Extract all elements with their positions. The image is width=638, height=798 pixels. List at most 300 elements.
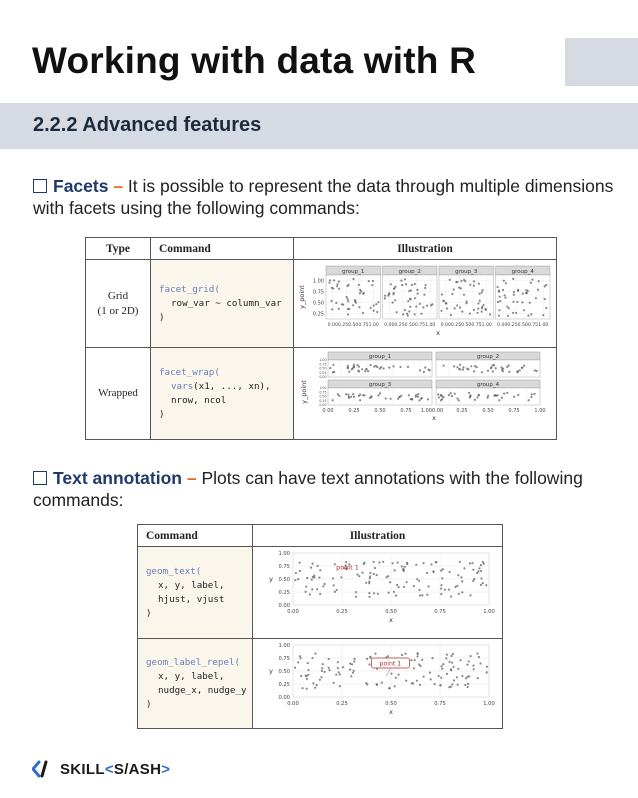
data-point	[442, 568, 444, 570]
data-point	[495, 395, 497, 397]
data-point	[366, 683, 368, 685]
data-point	[493, 395, 495, 397]
data-point	[450, 595, 452, 597]
data-point	[411, 284, 413, 286]
data-point	[329, 669, 331, 671]
data-point	[388, 367, 390, 369]
code-vars: vars	[171, 380, 194, 392]
data-point	[472, 580, 474, 582]
data-point	[373, 305, 375, 307]
data-point	[457, 684, 459, 686]
data-point	[351, 663, 353, 665]
x-axis-label: x	[389, 616, 393, 624]
data-point	[379, 392, 381, 394]
data-point	[352, 304, 354, 306]
data-point	[368, 280, 370, 282]
y-tick-label: 1.00	[319, 358, 327, 363]
data-point	[329, 367, 331, 369]
x-tick-label: 0.00	[287, 609, 299, 615]
code-args: (x1, ..., xn),	[193, 380, 271, 392]
data-point	[338, 395, 340, 397]
data-point	[451, 293, 453, 295]
y-tick-label: 0.00	[319, 375, 327, 380]
data-point	[521, 367, 523, 369]
x-tick-label: 1.000.00	[420, 408, 444, 414]
data-point	[316, 588, 318, 590]
data-point	[363, 563, 365, 565]
data-point	[320, 676, 322, 678]
data-point	[426, 594, 428, 596]
data-point	[348, 308, 350, 310]
data-point	[414, 297, 416, 299]
data-point	[353, 366, 355, 368]
data-point	[525, 289, 527, 291]
data-point	[456, 366, 458, 368]
data-point	[476, 396, 478, 398]
data-point	[335, 674, 337, 676]
data-point	[392, 562, 394, 564]
data-point	[306, 688, 308, 690]
data-point	[445, 657, 447, 659]
data-point	[375, 303, 377, 305]
data-point	[321, 667, 323, 669]
data-point	[300, 675, 302, 677]
data-point	[456, 304, 458, 306]
data-point	[415, 564, 417, 566]
y-tick-label: 0.25	[278, 589, 290, 596]
code-function: geom_text(	[146, 565, 202, 577]
data-point	[427, 585, 429, 587]
data-point	[406, 581, 408, 583]
data-point	[517, 394, 519, 396]
data-point	[502, 289, 504, 291]
data-point	[443, 365, 445, 367]
data-point	[346, 296, 348, 298]
data-point	[442, 663, 444, 665]
data-point	[316, 684, 318, 686]
data-point	[358, 575, 360, 577]
data-point	[299, 655, 301, 657]
data-point	[336, 285, 338, 287]
data-point	[410, 298, 412, 300]
data-point	[378, 561, 380, 563]
data-point	[338, 288, 340, 290]
data-point	[364, 370, 366, 372]
table-header-row	[86, 238, 557, 260]
data-point	[399, 366, 401, 368]
x-tick-label: 0.50	[374, 408, 386, 414]
facet-strip-label: group_2	[398, 269, 421, 275]
data-point	[397, 398, 399, 400]
code-close: )	[146, 698, 152, 710]
data-point	[416, 680, 418, 682]
data-point	[413, 667, 415, 669]
data-point	[487, 395, 489, 397]
data-point	[328, 282, 330, 284]
data-point	[467, 676, 469, 678]
data-point	[441, 668, 443, 670]
data-point	[466, 368, 468, 370]
data-point	[397, 561, 399, 563]
data-point	[472, 665, 474, 667]
data-point	[366, 658, 368, 660]
data-point	[470, 655, 472, 657]
data-point	[467, 686, 469, 688]
data-point	[428, 369, 430, 371]
data-point	[441, 577, 443, 579]
data-point	[367, 370, 369, 372]
data-point	[332, 364, 334, 366]
table-header-row	[138, 525, 503, 547]
data-point	[307, 662, 309, 664]
text-annotation-text: Plots can have text annotations with the following commands:	[33, 468, 583, 510]
facet-grid-chart	[294, 260, 556, 344]
data-point	[361, 368, 363, 370]
facet-strip-label: group_4	[511, 269, 534, 275]
data-point	[421, 594, 423, 596]
data-point	[393, 591, 395, 593]
y-tick-label: 0.00	[319, 403, 327, 408]
data-point	[305, 591, 307, 593]
data-point	[517, 289, 519, 291]
data-point	[448, 394, 450, 396]
data-point	[404, 566, 406, 568]
data-point	[458, 593, 460, 595]
data-point	[337, 661, 339, 663]
data-point	[525, 292, 527, 294]
data-point	[340, 576, 342, 578]
data-point	[419, 684, 421, 686]
data-point	[468, 392, 470, 394]
data-point	[485, 584, 487, 586]
data-point	[318, 577, 320, 579]
y-tick-label: 0.25	[312, 311, 324, 318]
data-point	[466, 300, 468, 302]
data-point	[480, 564, 482, 566]
data-point	[480, 570, 482, 572]
data-point	[454, 307, 456, 309]
x-tick-label: 1.00	[483, 609, 495, 615]
data-point	[407, 300, 409, 302]
data-point	[498, 309, 500, 311]
data-point	[369, 663, 371, 665]
data-point	[410, 659, 412, 661]
data-point	[527, 315, 529, 317]
data-point	[450, 686, 452, 688]
x-tick-label: 1.00	[483, 701, 495, 707]
data-point	[440, 584, 442, 586]
data-point	[311, 588, 313, 590]
x-axis-label: x	[389, 708, 393, 716]
code-args: hjust, vjust	[158, 593, 225, 605]
data-point	[430, 678, 432, 680]
data-point	[499, 296, 501, 298]
data-point	[453, 666, 455, 668]
data-point	[440, 310, 442, 312]
data-point	[388, 687, 390, 689]
data-point	[472, 569, 474, 571]
command-cell-geom-text	[138, 547, 253, 639]
data-point	[438, 396, 440, 398]
data-point	[373, 561, 375, 563]
table-row	[86, 260, 557, 348]
data-point	[375, 365, 377, 367]
data-point	[513, 294, 515, 296]
data-point	[305, 586, 307, 588]
y-tick-label: 1.00	[319, 386, 327, 391]
data-point	[431, 657, 433, 659]
data-point	[478, 567, 480, 569]
y-tick-label: 0.50	[319, 366, 327, 371]
data-point	[523, 309, 525, 311]
data-point	[454, 586, 456, 588]
header-illustration: Illustration	[294, 238, 557, 260]
data-point	[492, 364, 494, 366]
data-point	[311, 579, 313, 581]
data-point	[411, 398, 413, 400]
data-point	[401, 284, 403, 286]
data-point	[345, 393, 347, 395]
data-point	[453, 288, 455, 290]
x-tick-label: 0.50	[385, 701, 397, 707]
data-point	[306, 577, 308, 579]
annotation-text: point 1	[336, 563, 359, 572]
data-point	[310, 567, 312, 569]
data-point	[454, 393, 456, 395]
data-point	[450, 392, 452, 394]
data-point	[504, 294, 506, 296]
data-point	[432, 570, 434, 572]
data-point	[333, 279, 335, 281]
data-point	[322, 585, 324, 587]
data-point	[319, 593, 321, 595]
data-point	[486, 671, 488, 673]
data-point	[503, 280, 505, 282]
data-point	[423, 562, 425, 564]
data-point	[302, 687, 304, 689]
data-point	[417, 393, 419, 395]
x-tick-label: 0.000.250.500.751.00	[384, 323, 436, 328]
data-point	[334, 591, 336, 593]
data-point	[516, 301, 518, 303]
data-point	[529, 302, 531, 304]
data-point	[358, 306, 360, 308]
data-point	[522, 293, 524, 295]
data-point	[307, 674, 309, 676]
data-point	[481, 311, 483, 313]
data-point	[297, 578, 299, 580]
data-point	[468, 660, 470, 662]
data-point	[461, 311, 463, 313]
data-point	[473, 309, 475, 311]
data-point	[305, 675, 307, 677]
x-tick-label: 0.00	[287, 701, 299, 707]
data-point	[405, 680, 407, 682]
facet-strip-label: group_4	[476, 382, 500, 388]
data-point	[426, 572, 428, 574]
data-point	[528, 399, 530, 401]
data-point	[388, 592, 390, 594]
data-point	[498, 291, 500, 293]
data-point	[358, 284, 360, 286]
data-point	[400, 280, 402, 282]
x-tick-label: 0.75	[434, 609, 446, 615]
data-point	[379, 367, 381, 369]
data-point	[415, 305, 417, 307]
data-point	[349, 668, 351, 670]
data-point	[377, 394, 379, 396]
data-point	[294, 667, 296, 669]
data-point	[437, 393, 439, 395]
code-args: x, y, label,	[158, 670, 225, 682]
data-point	[394, 569, 396, 571]
data-point	[481, 291, 483, 293]
data-point	[477, 302, 479, 304]
data-point	[441, 293, 443, 295]
data-point	[324, 671, 326, 673]
data-point	[423, 371, 425, 373]
data-point	[402, 313, 404, 315]
data-point	[430, 563, 432, 565]
data-point	[404, 278, 406, 280]
y-tick-label: 0.50	[319, 394, 327, 399]
data-point	[406, 562, 408, 564]
data-point	[479, 300, 481, 302]
data-point	[377, 593, 379, 595]
type-label: Wrapped	[98, 387, 138, 399]
y-tick-label: 0.75	[278, 563, 290, 570]
data-point	[512, 301, 514, 303]
data-point	[407, 366, 409, 368]
data-point	[480, 577, 482, 579]
data-point	[452, 653, 454, 655]
type-sublabel: (1 or 2D)	[97, 304, 139, 317]
data-point	[426, 305, 428, 307]
type-label: Grid	[107, 289, 129, 302]
data-point	[413, 585, 415, 587]
data-point	[535, 297, 537, 299]
y-tick-label: 0.50	[278, 576, 290, 583]
data-point	[456, 281, 458, 283]
data-point	[478, 283, 480, 285]
data-point	[476, 366, 478, 368]
data-point	[478, 656, 480, 658]
data-point	[417, 396, 419, 398]
data-point	[459, 368, 461, 370]
data-point	[457, 574, 459, 576]
data-point	[439, 684, 441, 686]
y-tick-label: 0.50	[278, 668, 290, 675]
data-point	[530, 313, 532, 315]
data-point	[347, 300, 349, 302]
code-close: )	[159, 408, 165, 420]
data-point	[312, 563, 314, 565]
data-point	[544, 298, 546, 300]
data-point	[444, 589, 446, 591]
data-point	[440, 593, 442, 595]
data-point	[321, 670, 323, 672]
y-tick-label: 0.75	[319, 390, 327, 395]
data-point	[497, 286, 499, 288]
data-point	[401, 565, 403, 567]
data-point	[471, 562, 473, 564]
data-point	[338, 671, 340, 673]
facets-table	[85, 237, 557, 440]
y-axis-label: y	[269, 667, 273, 675]
data-point	[405, 283, 407, 285]
data-point	[459, 561, 461, 563]
data-point	[464, 684, 466, 686]
data-point	[440, 677, 442, 679]
data-point	[467, 683, 469, 685]
data-point	[406, 313, 408, 315]
data-point	[443, 300, 445, 302]
illustration-cell-geom-text	[253, 547, 503, 639]
data-point	[502, 370, 504, 372]
data-point	[418, 580, 420, 582]
data-point	[463, 294, 465, 296]
x-tick-label: 0.75	[434, 701, 446, 707]
data-point	[449, 279, 451, 281]
data-point	[336, 283, 338, 285]
data-point	[368, 581, 370, 583]
data-point	[299, 562, 301, 564]
facet-strip-label: group_2	[476, 354, 500, 360]
data-point	[399, 396, 401, 398]
command-cell-grid	[151, 260, 294, 348]
data-point	[414, 313, 416, 315]
data-point	[392, 365, 394, 367]
data-point	[490, 366, 492, 368]
data-point	[408, 394, 410, 396]
data-point	[479, 662, 481, 664]
data-point	[394, 299, 396, 301]
data-point	[504, 297, 506, 299]
x-tick-label: 0.25	[336, 701, 348, 707]
data-point	[319, 679, 321, 681]
annotation-text: point 1	[379, 660, 402, 668]
data-point	[486, 666, 488, 668]
illustration-cell-grid	[294, 260, 557, 348]
data-point	[312, 576, 314, 578]
code-close: )	[159, 311, 165, 323]
data-point	[385, 576, 387, 578]
page-title: Working with data with R	[32, 40, 476, 81]
data-point	[347, 394, 349, 396]
table-row	[138, 639, 503, 729]
data-point	[477, 677, 479, 679]
data-point	[521, 301, 523, 303]
data-point	[347, 365, 349, 367]
data-point	[497, 301, 499, 303]
data-point	[359, 399, 361, 401]
data-point	[420, 313, 422, 315]
data-point	[469, 562, 471, 564]
logo-gt: >	[161, 760, 171, 778]
data-point	[533, 393, 535, 395]
data-point	[409, 306, 411, 308]
data-point	[508, 371, 510, 373]
data-point	[531, 393, 533, 395]
data-point	[354, 658, 356, 660]
facet-panel	[436, 360, 540, 377]
code-function: facet_grid(	[159, 283, 220, 295]
y-tick-label: 0.00	[278, 602, 290, 609]
data-point	[450, 314, 452, 316]
facet-strip-label: group_3	[368, 382, 392, 388]
header-command: Command	[138, 525, 253, 547]
data-point	[513, 291, 515, 293]
